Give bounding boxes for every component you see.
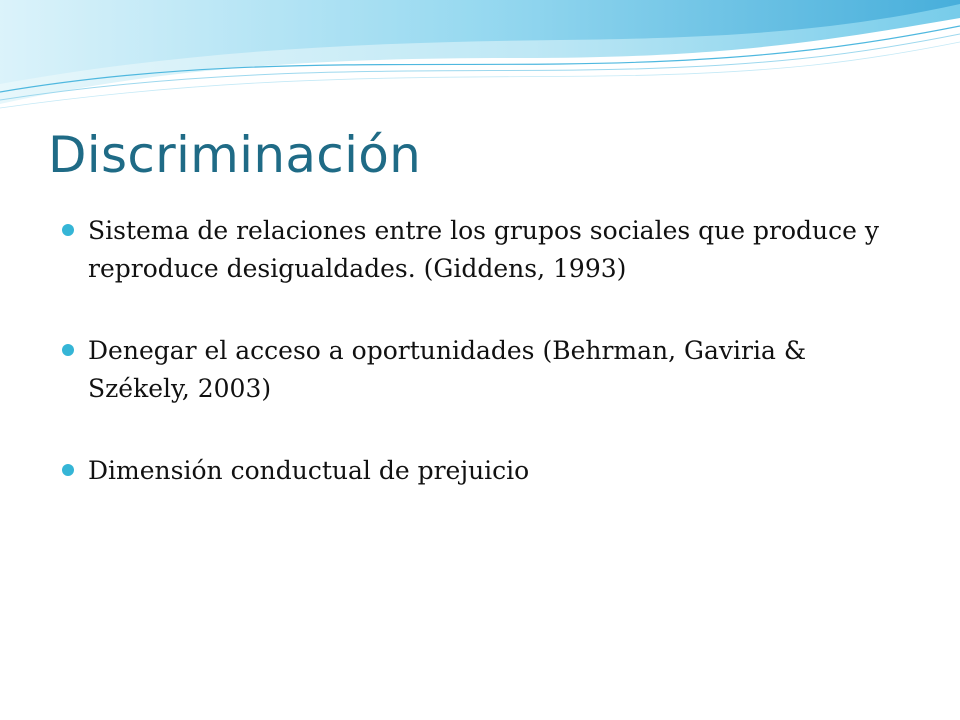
bullet-icon	[62, 464, 74, 476]
bullet-item	[60, 212, 880, 288]
bullet-icon	[62, 344, 74, 356]
bullet-text: Denegar el acceso a oportunidades (Behrman, Gaviria & Székely, 2003)	[88, 336, 807, 403]
bullet-item	[60, 332, 880, 408]
bullet-icon	[62, 224, 74, 236]
bullet-list	[60, 212, 880, 534]
header-wave-decoration	[0, 0, 960, 120]
bullet-item	[60, 452, 880, 490]
bullet-text: Sistema de relaciones entre los grupos sociales que produce y reproduce desigualdades. (Giddens, 1993)	[88, 216, 879, 283]
bullet-text: Dimensión conductual de prejuicio	[88, 456, 530, 485]
slide-title: Discriminación	[48, 126, 422, 184]
